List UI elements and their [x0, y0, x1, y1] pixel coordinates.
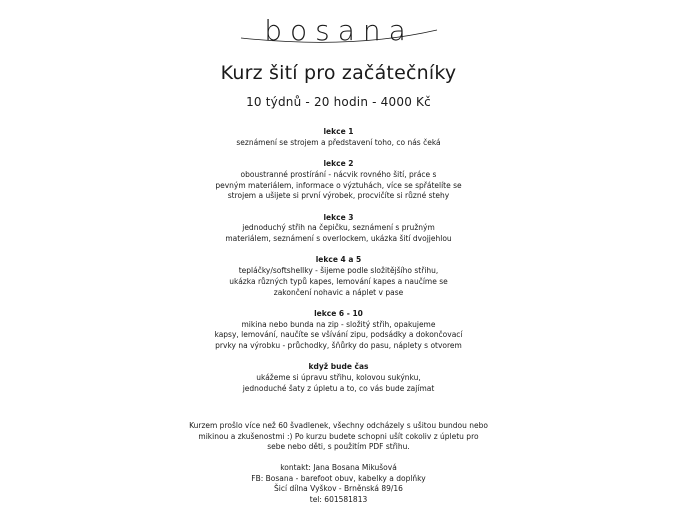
lesson-line: oboustranné prostírání - nácvik rovného šití, práce s	[240, 169, 437, 179]
lesson-block	[0, 127, 677, 148]
lesson-line: zakončení nohavic a náplet v pase	[273, 287, 404, 297]
contact-line: tel: 601581813	[309, 495, 368, 505]
summary-line: Kurzem prošlo více než 60 švadlenek, všechny odcházely s ušitou bundou nebo	[189, 421, 488, 430]
summary-line: mikinou a zkušenostmi :) Po kurzu budete schopni ušít cokoliv z úpletu pro	[198, 431, 479, 441]
lesson-title: lekce 2	[323, 159, 354, 169]
lesson-line: tepláčky/softshellky - šijeme podle složitějšího střihu,	[238, 266, 439, 276]
lesson-title: lekce 4 a 5	[315, 255, 362, 265]
bosana-logo	[0, 8, 677, 48]
lesson-title: když bude čas	[308, 362, 369, 372]
contact-line: FB: Bosana - barefoot obuv, kabelky a doplňky	[251, 473, 426, 483]
course-title: Kurz šití pro začátečníky	[220, 62, 457, 84]
contact-line: kontakt: Jana Bosana Mikušová	[280, 463, 397, 472]
lesson-block	[0, 362, 677, 394]
lesson-title: lekce 6 - 10	[314, 308, 363, 318]
lesson-line: mikina nebo bunda na zip - složitý střih, opakujeme	[241, 319, 436, 329]
lesson-line: strojem a ušijete si první výrobek, procvičíte si různé stehy	[227, 191, 450, 201]
lesson-line: prvky na výrobku - průchodky, šňůrky do pasu, náplety s otvorem	[215, 341, 462, 350]
lesson-list	[0, 127, 677, 405]
lesson-block	[0, 213, 677, 245]
lesson-line: kapsy, lemování, naučíte se všívání zipu, podsádky a dokončovací	[214, 330, 463, 340]
logo-wordmark: bosana	[263, 14, 414, 47]
lesson-title: lekce 1	[323, 127, 354, 136]
lesson-line: ukážeme si úpravu střihu, kolovou sukýnku,	[256, 373, 421, 383]
summary-line: sebe nebo děti, s použitím PDF střihu.	[267, 442, 410, 452]
lesson-block	[0, 309, 677, 352]
lesson-line: seznámení se strojem a představení toho, co nás čeká	[236, 137, 441, 147]
course-subtitle: 10 týdnů - 20 hodin - 4000 Kč	[246, 95, 431, 109]
contact-info	[0, 463, 677, 506]
lesson-line: jednoduché šaty z úpletu a to, co vás bude zajímat	[242, 383, 435, 393]
lesson-block	[0, 255, 677, 298]
contact-line: Šicí dílna Vyškov - Brněnská 89/16	[274, 484, 403, 494]
course-summary	[0, 421, 677, 453]
lesson-title: lekce 3	[323, 212, 354, 222]
lesson-line: ukázka různých typů kapes, lemování kapes a naučíme se	[229, 276, 448, 286]
lesson-line: jednoduchý střih na čepičku, seznámení s pružným	[242, 223, 435, 233]
lesson-line: pevným materiálem, informace o výztuhách, více se spřátelíte se	[215, 180, 462, 190]
lesson-line: materiálem, seznámení s overlockem, ukázka šití dvojjehlou	[225, 234, 452, 243]
lesson-block	[0, 159, 677, 202]
